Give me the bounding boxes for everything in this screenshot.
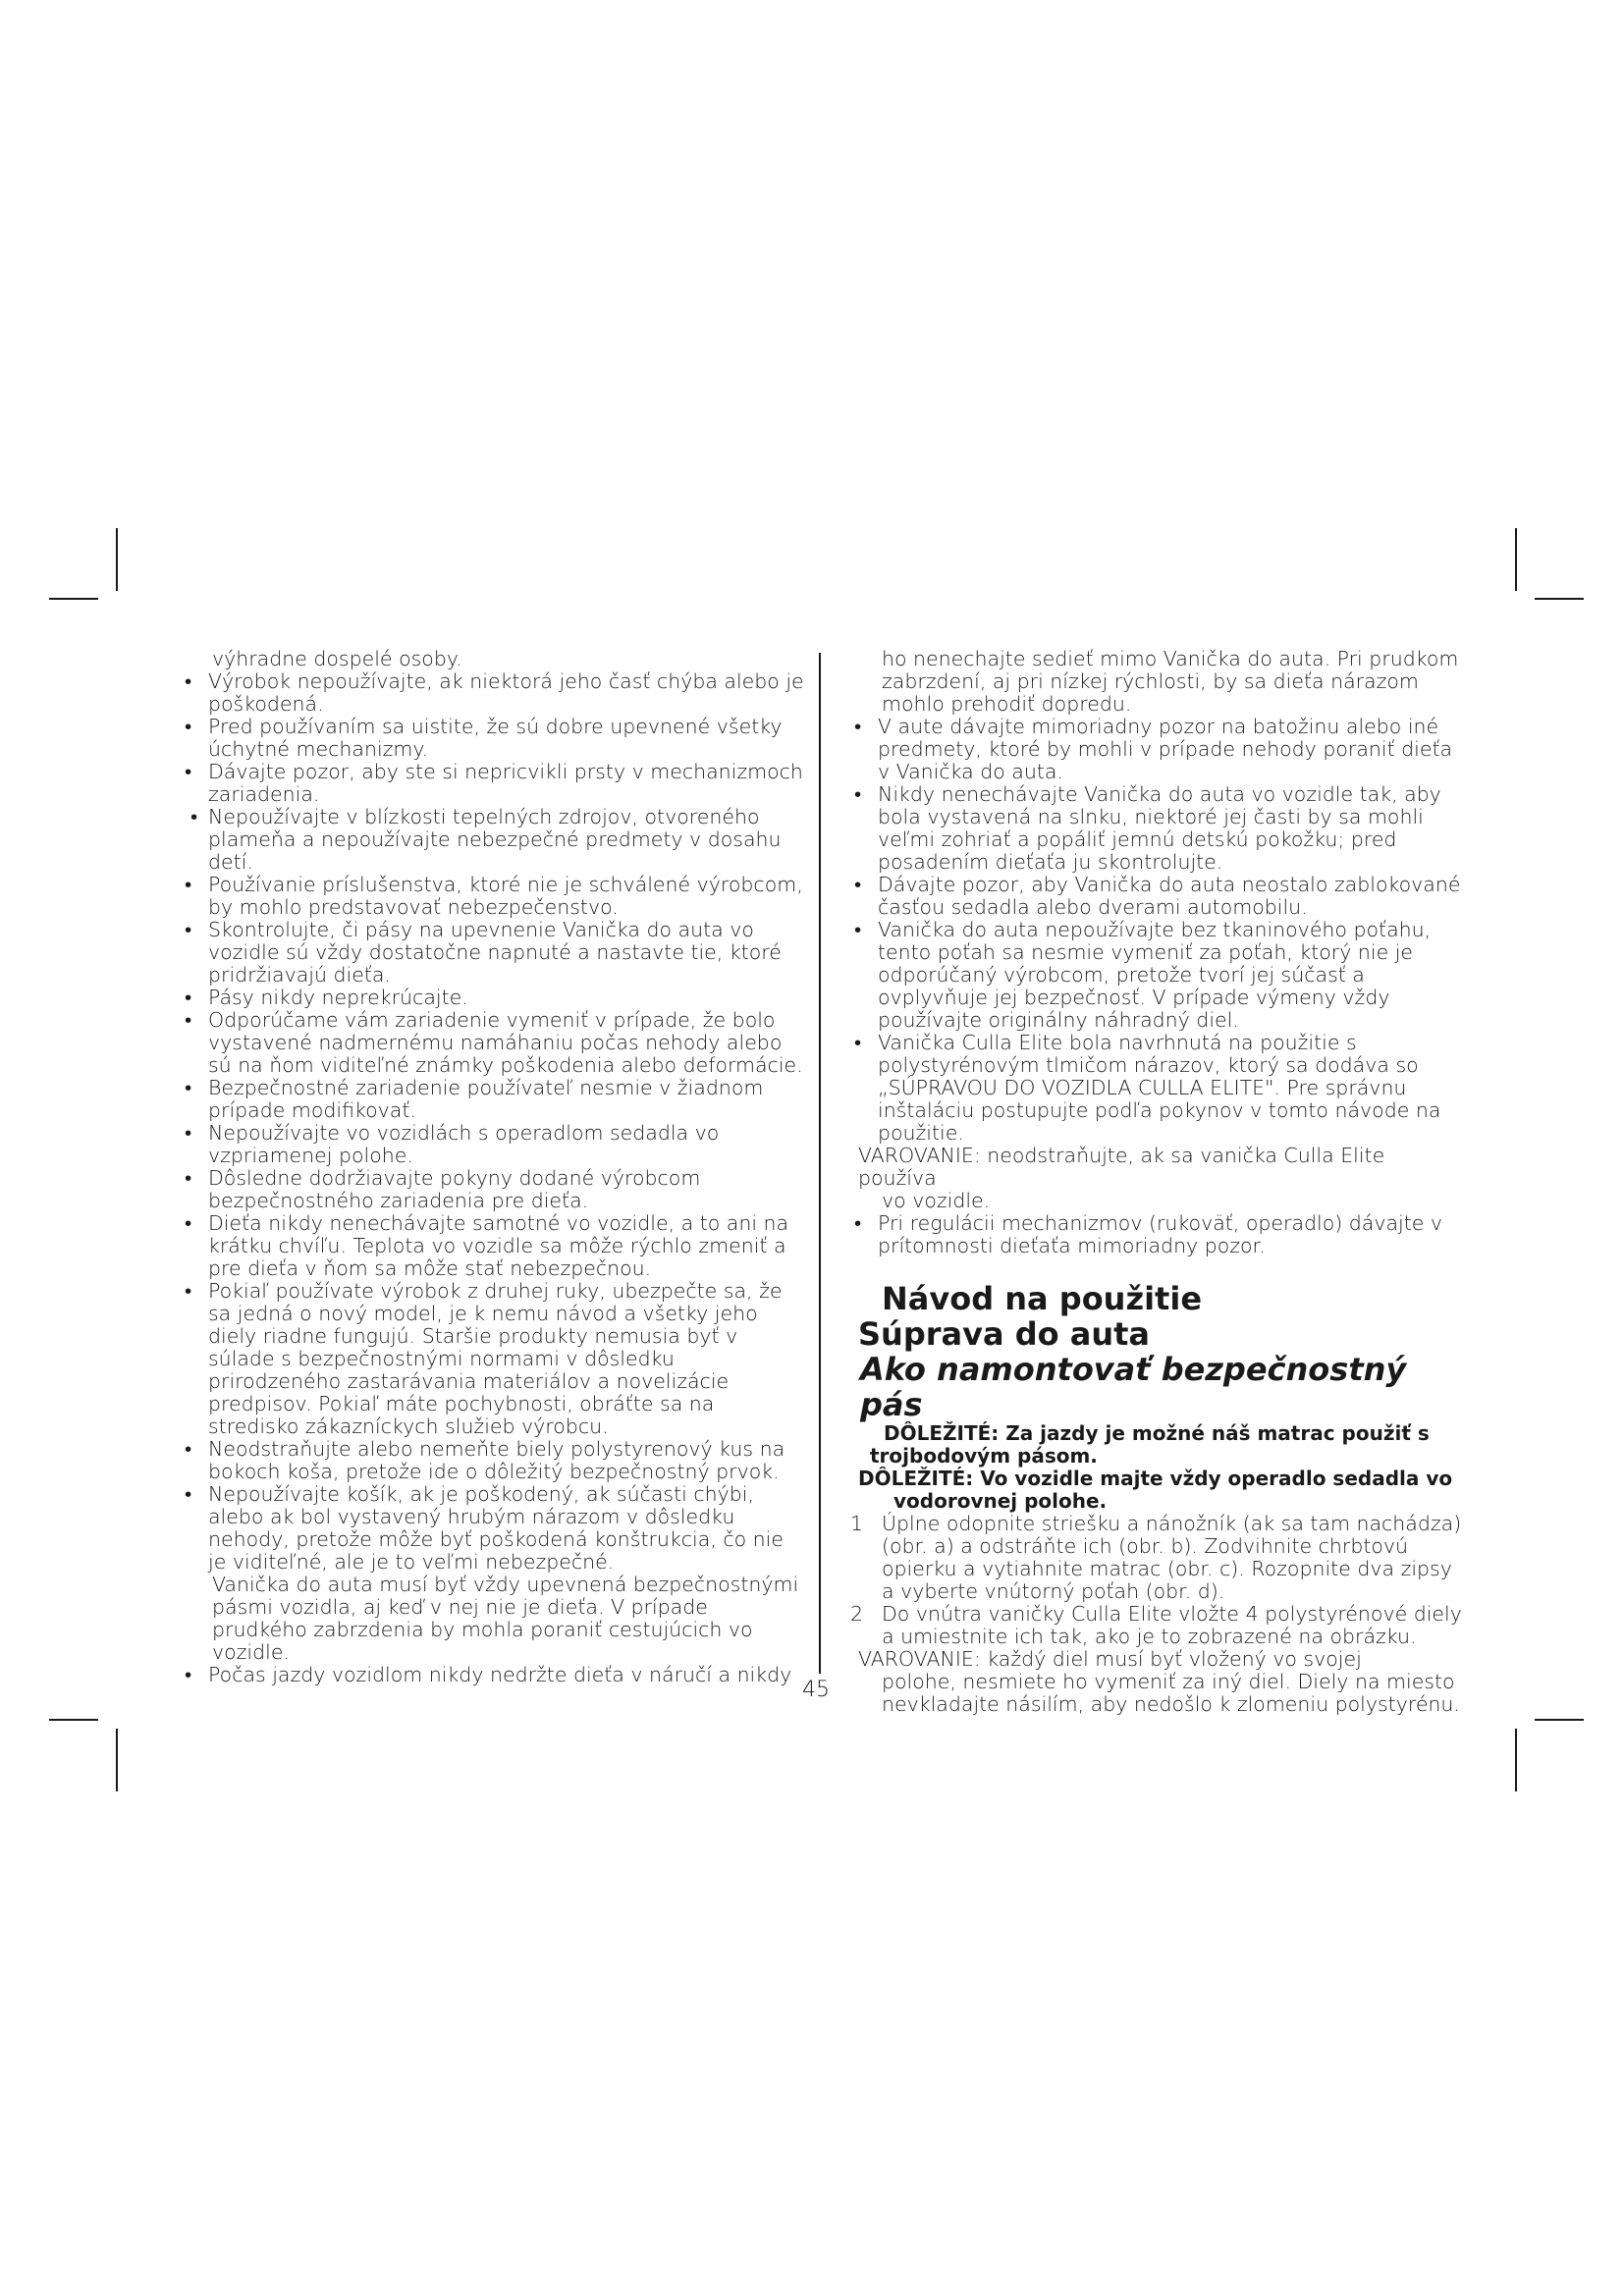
bullet-item: • Dávajte pozor, aby Vanička do auta neostalo zablokované časťou sedadla alebo dverami automobilu. (854, 873, 1461, 919)
bullet-item: • Pred používaním sa uistite, že sú dobre upevnené všetky úchytné mechanizmy. (185, 715, 783, 761)
bullet-item: • Dôsledne dodržiavajte pokyny dodané výrobcom bezpečnostného zariadenia pre dieťa. (185, 1166, 701, 1212)
bullet-item: • Nepoužívajte vo vozidlách s operadlom sedadla vo vzpriamenej polohe. (185, 1121, 720, 1167)
crop-mark (1515, 528, 1517, 591)
warning-note: VAROVANIE: neodstraňujte, ak sa vanička Culla Elite používa vo vozidle. (858, 1144, 1385, 1212)
continuation-text: výhradne dospelé osoby. (212, 647, 462, 670)
bullet-item: • Nepoužívajte košík, ak je poškodený, ak súčasti chýbi, alebo ak bol vystavený hrubým nárazom v dôsledku nehody, pretože môže byť poškodená konštrukcia, čo nie je viditeľné, ale je to veľmi nebezpečné. (185, 1482, 784, 1574)
bullet-item: • Pokiaľ používate výrobok z druhej ruky, ubezpečte sa, že sa jedná o nový model, je k nemu návod a všetky jeho diely riadne fungujú. Staršie produkty nemusia byť v súlade s bezpečnostnými normami v dôsledku prirodzeného zastarávania materiálov a novelizácie predpisov. Pokiaľ máte pochybnosti, obráťte sa na stredisko zákazníckych služieb výrobcu. (185, 1279, 783, 1438)
bullet-item: • Dávajte pozor, aby ste si nepricvikli prsty v mechanizmoch zariadenia. (185, 760, 803, 806)
bullet-item: • Nikdy nenechávajte Vanička do auta vo vozidle tak, aby bola vystavená na slnku, niektoré jej časti by sa mohli veľmi zohriať a popáliť jemnú detskú pokožku; pred posadením dieťaťa ju skontrolujte. (854, 782, 1441, 874)
bullet-item: • Počas jazdy vozidlom nikdy nedržte dieťa v náručí a nikdy (185, 1663, 792, 1686)
bullet-item: • Neodstraňujte alebo nemeňte biely polystyrenový kus na bokoch koša, pretože ide o dôležitý bezpečnostný prvok. (185, 1437, 785, 1483)
important-note: DÔLEŽITÉ: Za jazdy je možné náš matrac použiť s trojbodovým pásom. (870, 1421, 1430, 1468)
continuation-text: ho nenechajte sedieť mimo Vanička do auta. Pri prudkom zabrzdení, aj pri nízkej rýchlosti, by sa dieťa nárazom mohlo prehodiť dopredu. (882, 647, 1459, 716)
bullet-item: • Nepoužívajte v blízkosti tepelných zdrojov, otvoreného plameňa a nepoužívajte nebezpečné predmety v dosahu detí. (190, 805, 782, 874)
bullet-item: • Výrobok nepoužívajte, ak niektorá jeho časť chýba alebo je poškodená. (185, 669, 804, 716)
bullet-item: • Pásy nikdy neprekrúcajte. (185, 986, 468, 1009)
numbered-step: 2 Do vnútra vaničky Culla Elite vložte 4 polystyrénové diely a umiestnite ich tak, ako je to zobrazené na obrázku. (850, 1602, 1462, 1648)
crop-mark (1535, 598, 1584, 600)
column-divider (819, 653, 821, 1674)
crop-mark (116, 528, 118, 591)
bullet-item: • Skontrolujte, či pásy na upevnenie Vanička do auta vo vozidle sú vždy dostatočne napnuté a nastavte tie, ktoré pridržiavajú dieťa. (185, 918, 782, 987)
left-column (177, 648, 805, 1686)
bullet-item: • Dieťa nikdy nenechávajte samotné vo vozidle, a to ani na krátku chvíľu. Teplota vo vozidle sa môže rýchlo zmeniť a pre dieťa v ňom sa môže stať nebezpečnou. (185, 1211, 789, 1280)
subsection-heading: Súprava do auta (858, 1315, 1150, 1353)
section-heading: Návod na použitie (882, 1280, 1203, 1317)
bullet-item: • Bezpečnostné zariadenie používateľ nesmie v žiadnom prípade modifikovať. (185, 1076, 764, 1122)
bullet-item: • Vanička Culla Elite bola navrhnutá na použitie s polystyrénovým tlmičom nárazov, ktorý sa dodáva so „SÚPRAVOU DO VOZIDLA CULLA ELITE". Pre správnu inštaláciu postupujte podľa pokynov v tomto návode na použitie. (854, 1031, 1441, 1145)
crop-mark (1515, 1729, 1517, 1791)
numbered-step: 1 Úplne odopnite striešku a nánožník (ak sa tam nachádza) (obr. a) a odstráňte ich (obr. b). Zodvihnite chrbtovú opierku a vytiahnite matrac (obr. c). Rozopnite dva zipsy a vyberte vnútorný poťah (obr. d). (850, 1512, 1462, 1603)
crop-mark (116, 1729, 118, 1791)
page-number: 45 (802, 1678, 830, 1702)
bullet-item: • Pri regulácii mechanizmov (rukoväť, operadlo) dávajte v prítomnosti dieťaťa mimoriadny pozor. (854, 1211, 1443, 1257)
important-note: DÔLEŽITÉ: Vo vozidle majte vždy operadlo sedadla vo vodorovnej polohe. (858, 1467, 1453, 1513)
topic-heading: Ako namontovať bezpečnostný pás (860, 1351, 1407, 1423)
warning-note: VAROVANIE: každý diel musí byť vložený vo svojej polohe, nesmiete ho vymeniť za iný diel. Diely na miesto nevkladajte násilím, aby nedošlo k zlomeniu polystyrénu. (858, 1647, 1460, 1716)
bullet-item: • Vanička do auta nepoužívajte bez tkaninového poťahu, tento poťah sa nesmie vymeniť za poťah, ktorý nie je odporúčaný výrobcom, pretože tvorí jej súčasť a ovplyvňuje jej bezpečnosť. V prípade výmeny vždy používajte originálny náhradný diel. (854, 918, 1432, 1032)
bullet-item: • Odporúčame vám zariadenie vymeniť v prípade, že bolo vystavené nadmernému namáhaniu počas nehody alebo sú na ňom viditeľné známky poškodenia alebo deformácie. (185, 1008, 803, 1077)
paragraph: Vanička do auta musí byť vždy upevnená bezpečnostnými pásmi vozidla, aj keď v nej nie je dieťa. V prípade prudkého zabrzdenia by mohla poraniť cestujúcich vo vozidle. (212, 1573, 799, 1664)
bullet-item: • V aute dávajte mimoriadny pozor na batožinu alebo iné predmety, ktoré by mohli v prípade nehody poraniť dieťa v Vanička do auta. (854, 715, 1453, 783)
crop-mark (1535, 1719, 1584, 1721)
bullet-item: • Používanie príslušenstva, ktoré nie je schválené výrobcom, by mohlo predstavovať nebezpečenstvo. (185, 873, 803, 919)
right-column (846, 648, 1465, 1716)
crop-mark (49, 1719, 98, 1721)
crop-mark (49, 598, 98, 600)
